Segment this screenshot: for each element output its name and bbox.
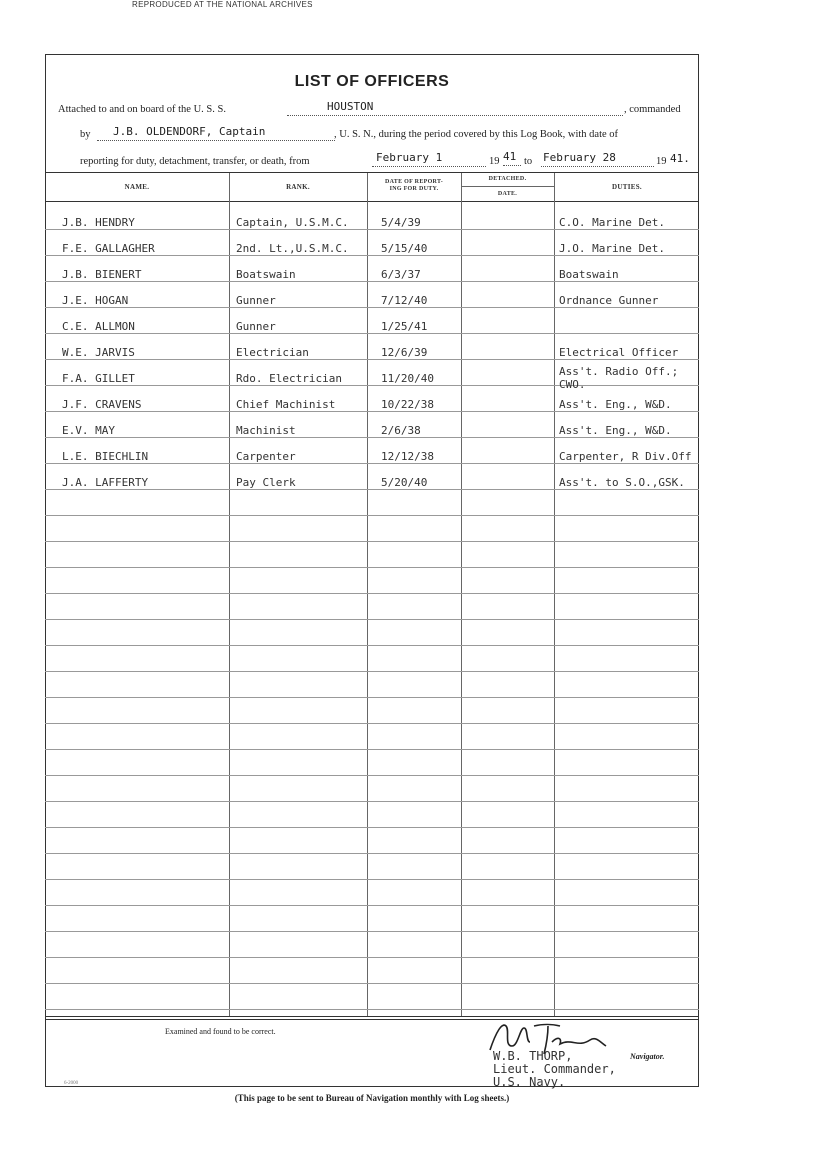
officer-duties: Carpenter, R Div.Off [559,450,692,463]
to-date-field [541,152,654,167]
officer-rank: Carpenter [236,450,296,463]
col-divider-1 [229,173,230,1016]
table-row-rule [45,749,699,750]
officer-rank: Captain, U.S.M.C. [236,216,349,229]
from-year: 41 [503,151,521,166]
table-row-rule [45,411,699,412]
table-row-rule [45,697,699,698]
to-word: to [524,156,533,167]
table-row-rule [45,359,699,360]
officer-rank: Gunner [236,320,276,333]
officer-rank: Chief Machinist [236,398,336,411]
from-date: February 1 [376,151,443,164]
table-row-rule [45,879,699,880]
col-header-rank: RANK. [286,183,310,191]
table-row-rule [45,489,699,490]
officer-duties: C.O. Marine Det. [559,216,665,229]
officer-name: J.A. LAFFERTY [62,476,149,489]
officer-duties: Ass't. Radio Off.; [559,365,679,378]
col-header-date-reporting-1: DATE OF REPORT- [384,179,444,185]
officer-name: W.E. JARVIS [62,346,135,359]
table-row-rule [45,645,699,646]
officer-rank: Electrician [236,346,309,359]
header-line1-suffix: , commanded [624,104,681,115]
officer-name: F.A. GILLET [62,372,135,385]
officer-rank: 2nd. Lt.,U.S.M.C. [236,242,349,255]
col-header-name: NAME. [124,183,150,191]
table-row-rule [45,567,699,568]
table-row-rule [45,593,699,594]
officer-duties: Boatswain [559,268,619,281]
col-divider-2 [367,173,368,1016]
commander-name: J.B. OLDENDORF, Captain [113,125,266,138]
table-row-rule [45,723,699,724]
header-line2-suffix: , U. S. N., during the period covered by this Log Book, with date of [334,129,619,140]
officer-date: 2/6/38 [381,424,421,437]
bureau-note: (This page to be sent to Bureau of Navigation monthly with Log sheets.) [234,1093,510,1103]
header-line2-by: by [80,129,91,140]
navigator-name: W.B. THORP, [493,1049,573,1063]
officer-duties: Ass't. Eng., W&D. [559,398,672,411]
col-header-detached: DETACHED. [488,176,527,182]
table-row-rule [45,853,699,854]
col-header-date-reporting-2: ING FOR DUTY. [389,186,439,192]
officer-rank: Rdo. Electrician [236,372,342,385]
table-top-rule [45,172,699,173]
officer-date: 6/3/37 [381,268,421,281]
col-divider-4 [554,173,555,1016]
officer-duties: Ass't. to S.O.,GSK. [559,476,685,489]
officer-date: 12/12/38 [381,450,434,463]
table-row-rule [45,255,699,256]
table-row-rule [45,983,699,984]
navigator-service: U.S. Navy. [493,1075,566,1089]
col-header-duties: DUTIES. [612,183,642,191]
officer-rank: Gunner [236,294,276,307]
archive-stamp: REPRODUCED AT THE NATIONAL ARCHIVES [132,0,313,9]
officer-duties: Ordnance Gunner [559,294,659,307]
officer-date: 11/20/40 [381,372,434,385]
table-row-rule [45,307,699,308]
table-row-rule [45,333,699,334]
table-row-rule [45,229,699,230]
form-frame [45,54,699,1087]
to-date: February 28 [543,151,616,164]
to-year-prefix: 19 [656,156,667,167]
ship-name: HOUSTON [327,100,374,113]
detached-split-rule [462,186,555,187]
officer-date: 1/25/41 [381,320,428,333]
officer-name: J.E. HOGAN [62,294,129,307]
table-row-rule [45,463,699,464]
from-year-prefix: 19 [489,156,500,167]
col-header-date: DATE. [497,191,518,197]
table-row-rule [45,541,699,542]
table-row-rule [45,385,699,386]
table-row-rule [45,801,699,802]
table-row-rule [45,437,699,438]
officer-name: J.F. CRAVENS [62,398,142,411]
officer-rank: Boatswain [236,268,296,281]
officer-duties: J.O. Marine Det. [559,242,665,255]
officer-date: 10/22/38 [381,398,434,411]
page-title: LIST OF OFFICERS [294,73,450,90]
officer-name: L.E. BIECHLIN [62,450,149,463]
officer-date: 7/12/40 [381,294,428,307]
form-number: 6-2000 [64,1081,79,1086]
table-row-rule [45,775,699,776]
header-line3-prefix: reporting for duty, detachment, transfer, or death, from [80,156,310,167]
table-row-rule [45,827,699,828]
officer-duties: Ass't. Eng., W&D. [559,424,672,437]
officer-duties: Electrical Officer [559,346,679,359]
officer-rank: Machinist [236,424,296,437]
commander-field [97,126,335,141]
table-row-rule [45,957,699,958]
officer-date: 5/20/40 [381,476,428,489]
officer-date: 12/6/39 [381,346,428,359]
table-row-rule [45,281,699,282]
ship-field [287,101,623,116]
officer-name: J.B. HENDRY [62,216,135,229]
table-row-rule [45,905,699,906]
officer-name: J.B. BIENERT [62,268,142,281]
table-row-rule [45,671,699,672]
officer-name: F.E. GALLAGHER [62,242,155,255]
officer-name: C.E. ALLMON [62,320,135,333]
officer-rank: Pay Clerk [236,476,296,489]
to-year: 41. [670,152,690,165]
table-row-rule [45,619,699,620]
navigator-label: Navigator. [630,1052,665,1061]
from-date-field [372,152,486,167]
table-row-rule [45,515,699,516]
officer-name: E.V. MAY [62,424,115,437]
table-header-rule [45,201,699,202]
officer-duties-line2: CWO. [559,378,586,391]
header-line1-prefix: Attached to and on board of the U. S. S. [58,104,226,115]
officer-date: 5/4/39 [381,216,421,229]
table-row-rule [45,931,699,932]
officer-date: 5/15/40 [381,242,428,255]
examined-note: Examined and found to be correct. [165,1027,276,1036]
col-divider-3 [461,173,462,1016]
navigator-rank: Lieut. Commander, [493,1062,616,1076]
table-row-rule [45,1009,699,1010]
